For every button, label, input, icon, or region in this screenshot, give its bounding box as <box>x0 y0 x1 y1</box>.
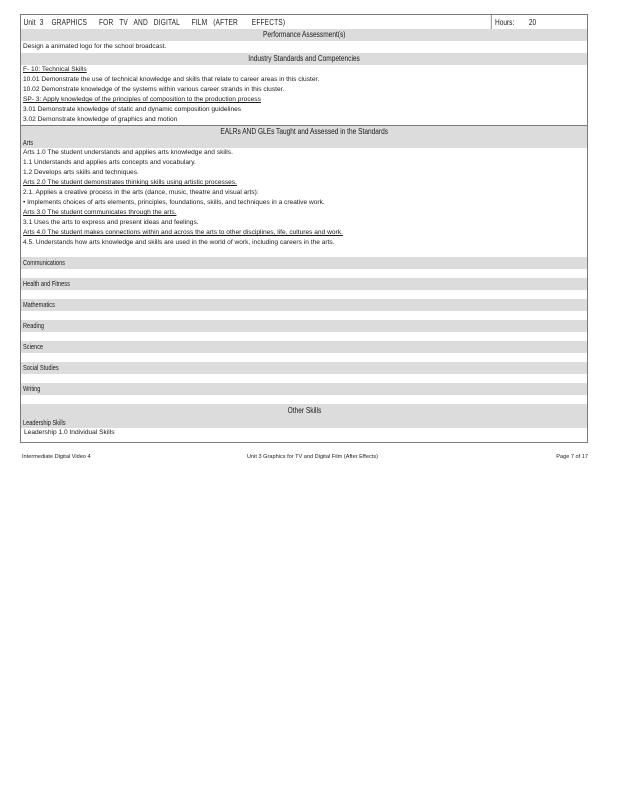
standard-line: 3.02 Demonstrate knowledge of graphics and motion <box>23 116 178 123</box>
arts-label: Arts <box>21 138 587 148</box>
spacer <box>21 332 587 341</box>
performance-assessment-heading: Performance Assessment(s) <box>21 29 587 41</box>
spacer <box>21 374 587 383</box>
other-skills-heading: Other Skills <box>21 404 587 418</box>
footer-page-number: Page 7 of 17 <box>556 454 588 460</box>
arts-list <box>21 148 587 248</box>
standard-line: F- 10: Technical Skills <box>23 66 87 73</box>
spacer <box>21 269 587 278</box>
standard-line: 10.02 Demonstrate knowledge of the systems within various career strands in this cluster. <box>23 86 285 93</box>
subject-label: Writing <box>21 383 587 395</box>
arts-line: Arts 1.0 The student understands and applies arts knowledge and skills. <box>23 149 233 156</box>
spacer <box>21 290 587 299</box>
spacer <box>21 353 587 362</box>
spacer <box>21 311 587 320</box>
subject-label: Communications <box>21 257 587 269</box>
unit-header-row <box>21 15 587 29</box>
industry-standards-heading: Industry Standards and Competencies <box>21 53 587 65</box>
spacer <box>21 248 587 257</box>
arts-line: 2.1. Applies a creative process in the arts (dance, music, theatre and visual arts): <box>23 189 259 196</box>
arts-line: • Implements choices of arts elements, principles, foundations, skills, and techniques in a creative work. <box>23 199 325 206</box>
arts-line: Arts 3.0 The student communicates through the arts. <box>23 209 177 216</box>
subjects-list <box>21 248 587 404</box>
subject-label: Social Studies <box>21 362 587 374</box>
leadership-line: Leadership 1.0 Individual Skills <box>24 429 115 436</box>
arts-line: 1.1 Understands and applies arts concepts and vocabulary. <box>23 159 196 166</box>
standard-line: SP- 3: Apply knowledge of the principles of composition to the production process <box>23 96 261 103</box>
page-footer <box>22 454 588 460</box>
unit-title: Unit 3 GRAPHICS FOR TV AND DIGITAL FILM (AFTER EFFECTS) <box>23 18 286 27</box>
hours-cell: Hours: 20 <box>491 15 587 29</box>
document-page <box>20 14 588 443</box>
subject-label: Reading <box>21 320 587 332</box>
footer-course: Intermediate Digital Video 4 <box>22 454 91 460</box>
arts-line: 4.5. Understands how arts knowledge and skills are used in the world of work, including careers in the arts. <box>23 239 335 246</box>
subject-label: Mathematics <box>21 299 587 311</box>
arts-line: 3.1 Uses the arts to express and present ideas and feelings. <box>23 219 199 226</box>
arts-line: Arts 4.0 The student makes connections within and across the arts to other disciplines, life, cultures and work. <box>23 229 343 236</box>
footer-unit: Unit 3 Graphics for TV and Digital Film (After Effects) <box>247 454 378 460</box>
subject-label: Health and Fitness <box>21 278 587 290</box>
performance-assessment-text: Design a animated logo for the school broadcast. <box>21 41 587 53</box>
leadership-label: Leadership Skills <box>21 418 587 428</box>
industry-standards-list <box>21 65 587 125</box>
unit-table <box>20 14 588 443</box>
spacer <box>21 395 587 404</box>
arts-line: 1.2 Develops arts skills and techniques. <box>23 169 139 176</box>
ealrs-heading: EALRs AND GLEs Taught and Assessed in the Standards <box>21 125 587 138</box>
subject-label: Science <box>21 341 587 353</box>
standard-line: 10.01 Demonstrate the use of technical knowledge and skills that relate to career areas in this cluster. <box>23 76 320 83</box>
arts-line: Arts 2.0 The student demonstrates thinking skills using artistic processes. <box>23 179 237 186</box>
standard-line: 3.01 Demonstrate knowledge of static and dynamic composition guidelines <box>23 106 242 113</box>
